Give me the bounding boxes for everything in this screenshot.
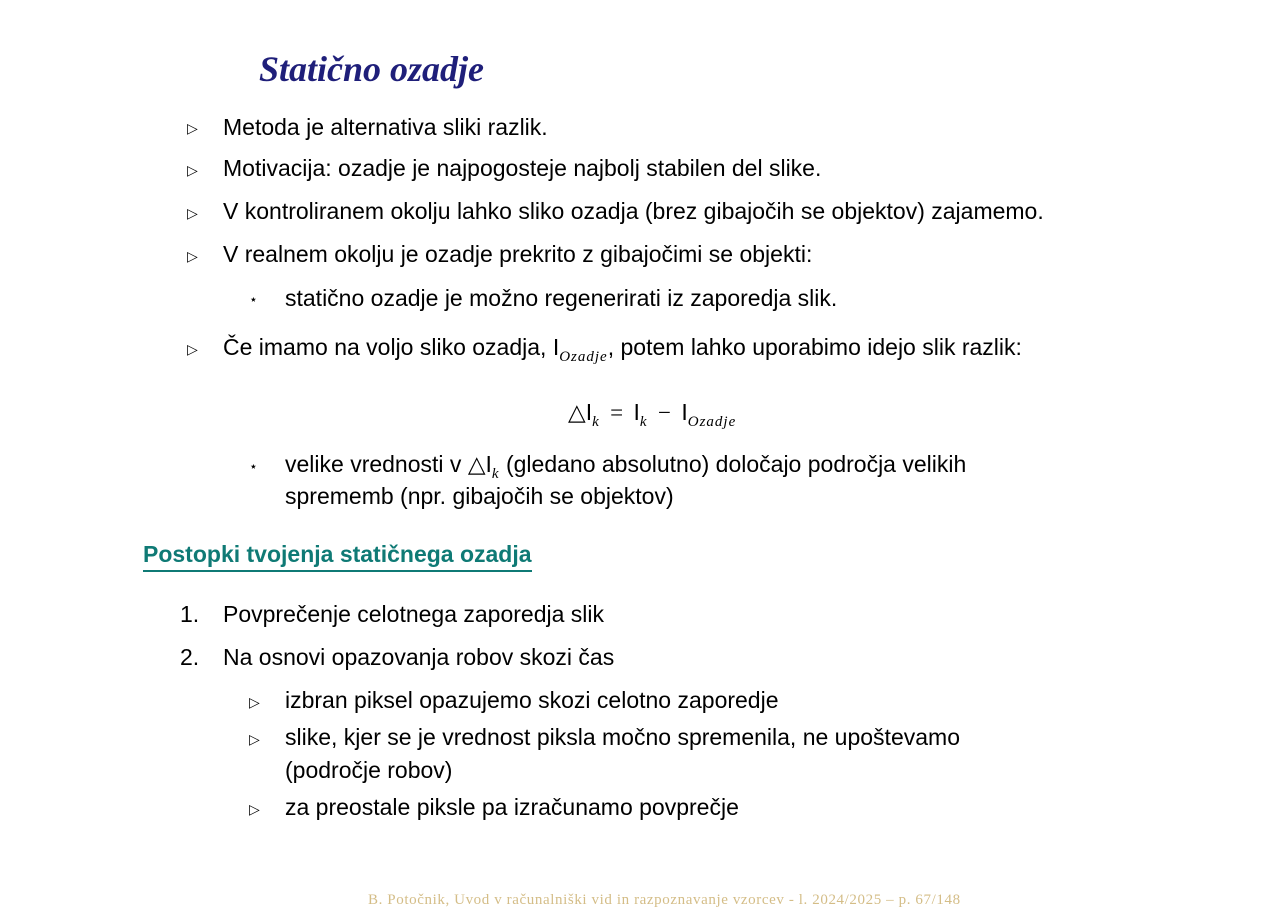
triangle-bullet-icon: ▷ <box>187 163 198 179</box>
list-number: 2. <box>180 644 200 670</box>
numbered-item-text: Na osnovi opazovanja robov skozi čas <box>223 644 615 670</box>
slide-footer: B. Potočnik, Uvod v računalniški vid in razpoznavanje vzorcev - l. 2024/2025 – p. 67/148 <box>368 892 961 908</box>
eq-lhs-sub: k <box>592 414 600 430</box>
bullet-text-4: V realnem okolju je ozadje prekrito z gibajočimi se objekti: <box>223 241 813 267</box>
eq-lhs-var: I <box>585 399 593 425</box>
delta-symbol: △ <box>568 400 586 425</box>
eq-equals: = <box>610 400 624 425</box>
slide-title: Statično ozadje <box>259 49 485 89</box>
sub-bullet-2-sub: k <box>491 466 500 482</box>
bullet-5-before: Če imamo na voljo sliko ozadja, I <box>223 334 560 360</box>
triangle-bullet-icon: ▷ <box>187 342 198 358</box>
bullet-text-5 <box>223 332 1022 366</box>
numbered-sub-text-2-line2: (področje robov) <box>285 757 453 783</box>
triangle-bullet-icon: ▷ <box>249 802 260 818</box>
eq-minus: − <box>657 400 671 425</box>
bullet-5-after: , potem lahko uporabimo idejo slik razlik: <box>607 334 1022 360</box>
numbered-sub-text-1: izbran piksel opazujemo skozi celotno zaporedje <box>285 687 779 713</box>
star-bullet-icon: ⋆ <box>249 459 258 475</box>
triangle-bullet-icon: ▷ <box>187 206 198 222</box>
eq-rhs-var1: I <box>633 399 640 425</box>
numbered-item-text: Povprečenje celotnega zaporedja slik <box>223 601 605 627</box>
star-bullet-icon: ⋆ <box>249 292 258 308</box>
eq-rhs-var2: I <box>681 399 688 425</box>
equation <box>568 397 736 431</box>
list-number: 1. <box>180 601 200 627</box>
sub-bullet-text-2 <box>285 449 966 483</box>
section-heading: Postopki tvojenja statičnega ozadja <box>143 538 532 572</box>
delta-symbol: △ <box>467 452 486 477</box>
bullet-text-2: Motivacija: ozadje je najpogosteje najbolj stabilen del slike. <box>223 155 822 181</box>
bullet-5-subscript: Ozadje <box>559 349 608 365</box>
eq-rhs-sub2: Ozadje <box>687 414 737 430</box>
numbered-sub-text-2: slike, kjer se je vrednost piksla močno spremenila, ne upoštevamo <box>285 724 960 750</box>
triangle-bullet-icon: ▷ <box>187 121 198 137</box>
sub-bullet-text-1: statično ozadje je možno regenerirati iz zaporedja slik. <box>285 285 838 311</box>
sub-bullet-2-after: (gledano absolutno) določajo področja velikih <box>499 451 967 477</box>
triangle-bullet-icon: ▷ <box>249 732 260 748</box>
bullet-text-1: Metoda je alternativa sliki razlik. <box>223 114 548 140</box>
triangle-bullet-icon: ▷ <box>249 695 260 711</box>
triangle-bullet-icon: ▷ <box>187 249 198 265</box>
bullet-text-3: V kontroliranem okolju lahko sliko ozadja (brez gibajočih se objektov) zajamemo. <box>223 198 1044 224</box>
sub-bullet-text-2-line2: sprememb (npr. gibajočih se objektov) <box>285 483 674 509</box>
eq-rhs-sub1: k <box>639 414 648 430</box>
sub-bullet-2-var: I <box>485 451 492 477</box>
sub-bullet-2-before: velike vrednosti v <box>285 451 468 477</box>
numbered-sub-text-3: za preostale piksle pa izračunamo povprečje <box>285 794 739 820</box>
